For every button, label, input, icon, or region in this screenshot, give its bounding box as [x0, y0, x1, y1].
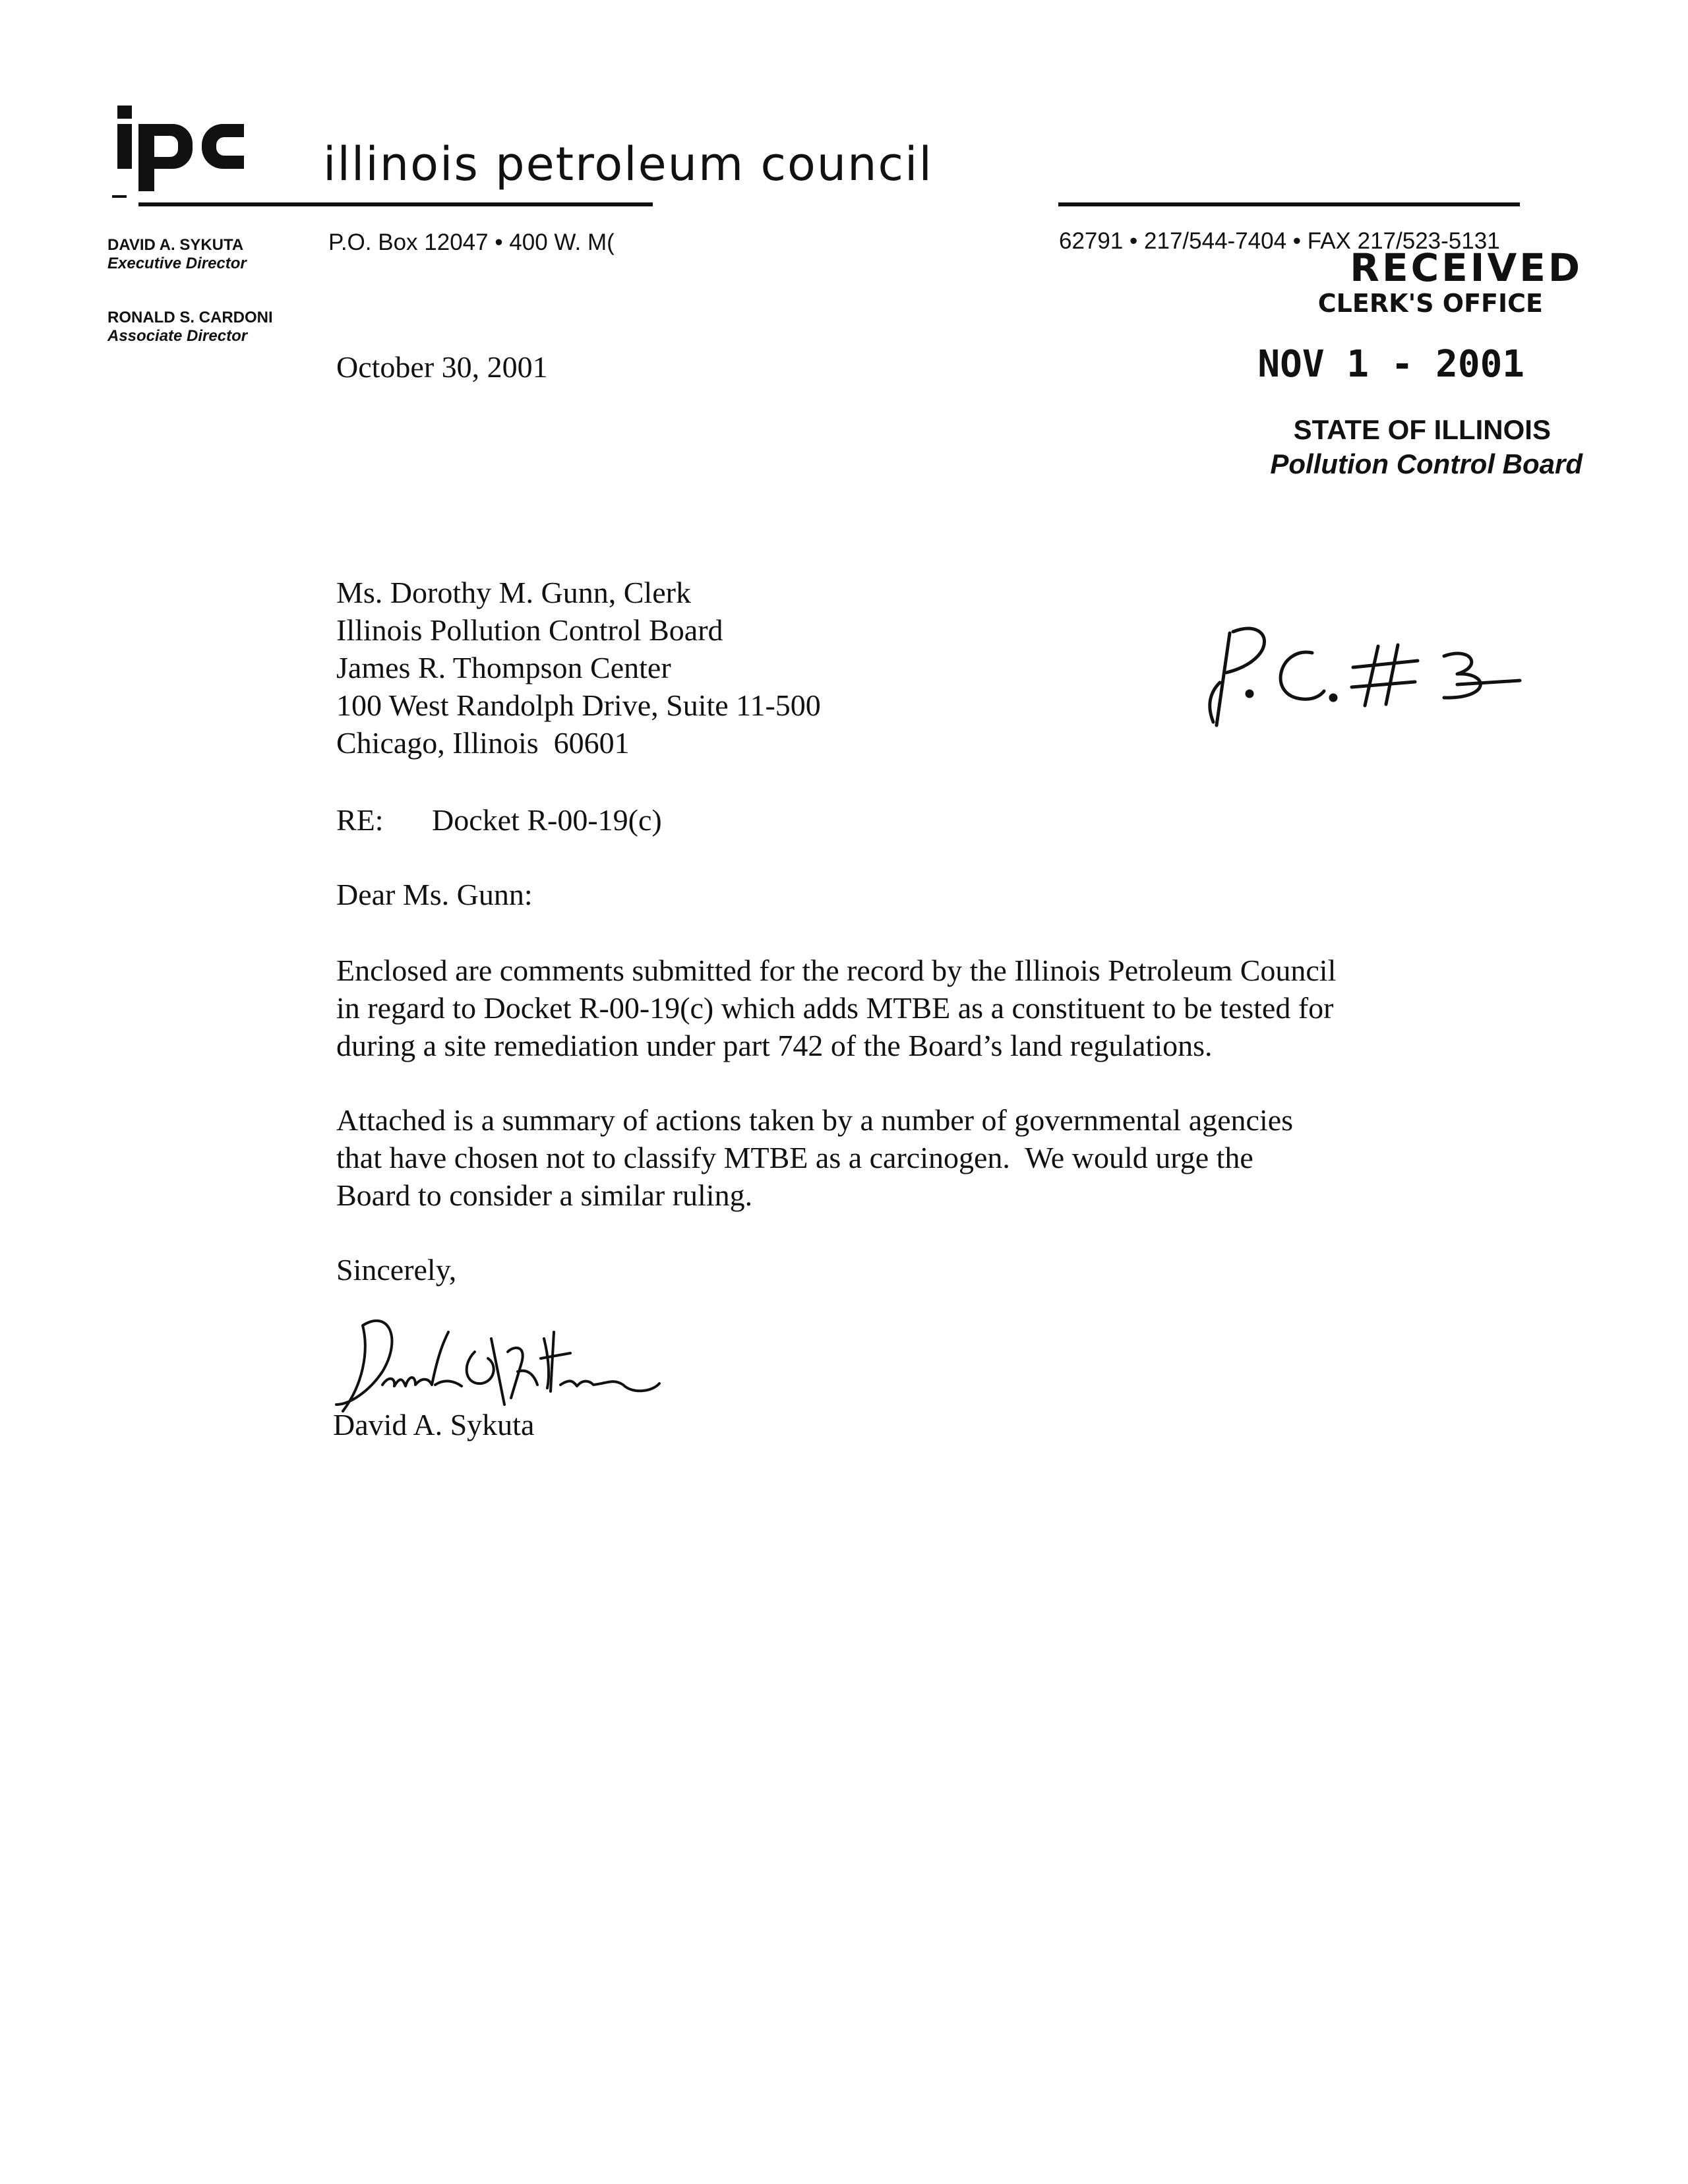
signer-name: David A. Sykuta	[333, 1408, 535, 1441]
paragraph-line: during a site remediation under part 742 of the Board’s land regulations.	[336, 1029, 1213, 1062]
paragraph-line: Board to consider a similar ruling.	[336, 1178, 753, 1212]
re-value: Docket R-00-19(c)	[432, 803, 662, 837]
received-stamp	[1253, 244, 1582, 481]
staff-name: RONALD S. CARDONI	[107, 309, 273, 326]
body-paragraph	[336, 1101, 1490, 1214]
paragraph-line: Enclosed are comments submitted for the record by the Illinois Petroleum Council	[336, 954, 1337, 987]
staff-entry	[107, 236, 247, 273]
recipient-address	[336, 574, 821, 762]
stamp-office: CLERK'S OFFICE	[1317, 289, 1543, 318]
body-paragraph	[336, 952, 1490, 1064]
re-label: RE:	[336, 803, 384, 837]
recipient-line: Chicago, Illinois 60601	[336, 726, 630, 760]
letterhead-rule-left	[138, 202, 653, 206]
ipc-logo	[112, 99, 310, 198]
address-left: P.O. Box 12047 • 400 W. M(	[328, 229, 615, 255]
recipient-line: James R. Thompson Center	[336, 651, 671, 684]
paragraph-line: Attached is a summary of actions taken by a number of governmental agencies	[336, 1103, 1294, 1137]
closing: Sincerely,	[336, 1253, 457, 1287]
staff-title: Executive Director	[107, 255, 247, 272]
staff-title: Associate Director	[107, 327, 248, 345]
address-right: 62791 • 217/544-7404 • FAX 217/523-5131	[1059, 228, 1500, 254]
org-name: illinois petroleum council	[323, 137, 933, 191]
salutation: Dear Ms. Gunn:	[336, 878, 533, 911]
stamp-board: Pollution Control Board	[1270, 448, 1582, 479]
letter-date: October 30, 2001	[336, 350, 548, 384]
staff-entry	[107, 309, 273, 346]
recipient-line: 100 West Randolph Drive, Suite 11-500	[336, 688, 821, 722]
paragraph-line: in regard to Docket R-00-19(c) which adds MTBE as a constituent to be tested for	[336, 991, 1334, 1025]
staff-name: DAVID A. SYKUTA	[107, 236, 244, 254]
paragraph-line: that have chosen not to classify MTBE as a carcinogen. We would urge the	[336, 1141, 1253, 1174]
re-line	[336, 801, 662, 839]
stamp-received: RECEIVED	[1350, 245, 1582, 290]
recipient-line: Illinois Pollution Control Board	[336, 613, 723, 647]
stamp-state: STATE OF ILLINOIS	[1293, 414, 1551, 445]
handwritten-note	[1180, 620, 1523, 732]
recipient-line: Ms. Dorothy M. Gunn, Clerk	[336, 576, 691, 609]
stamp-date: NOV 1 - 2001	[1257, 343, 1524, 386]
letterhead-rule-right	[1058, 202, 1520, 206]
